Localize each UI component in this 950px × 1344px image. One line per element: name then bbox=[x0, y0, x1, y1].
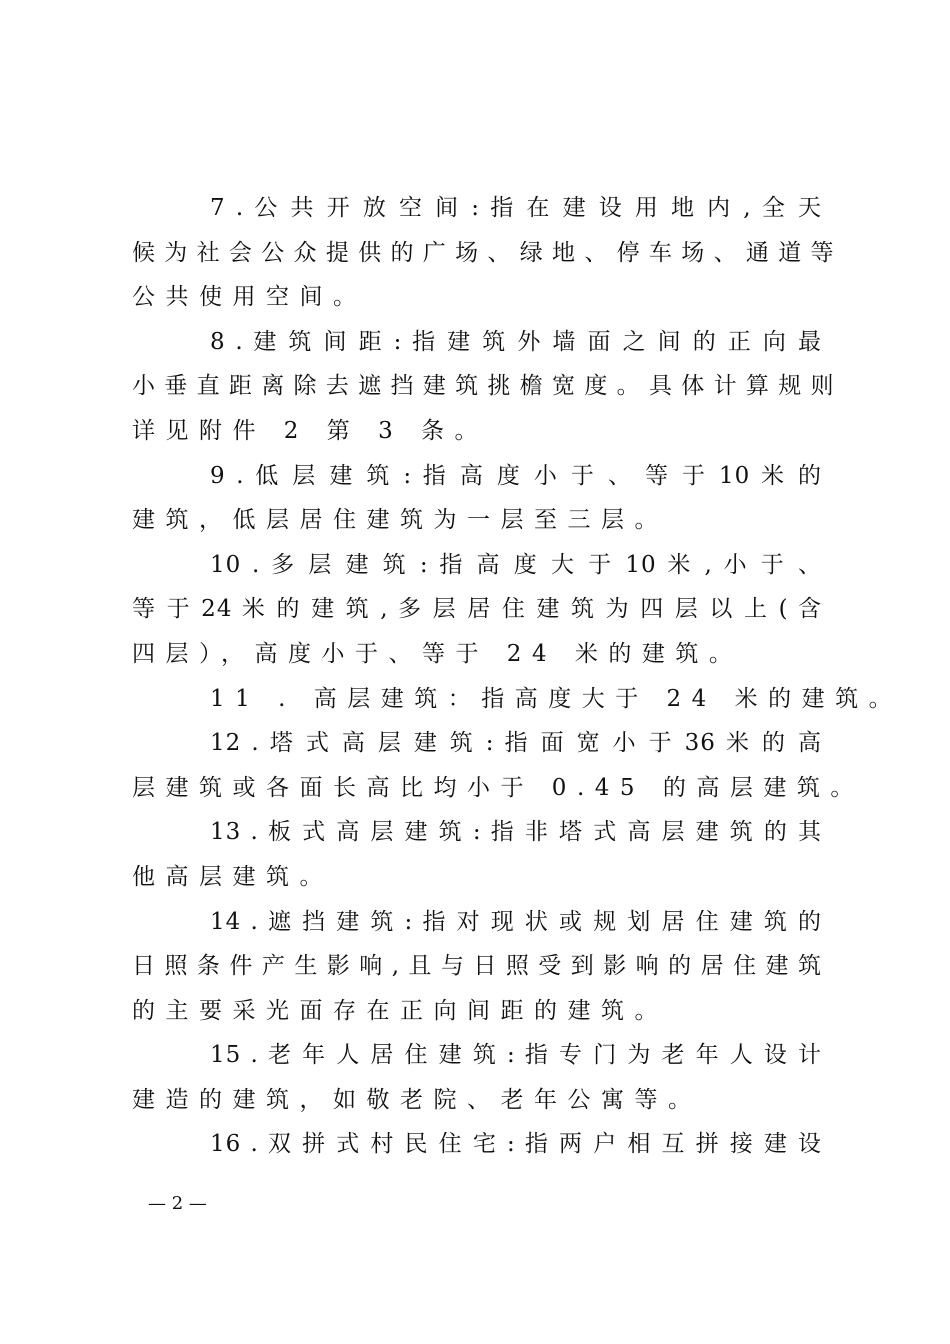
page-number: — 2 — bbox=[148, 1193, 207, 1214]
paragraph-line-9-start: 9 . 低 层 建 筑 : 指 高 度 小 于 、 等 于 10 米 的 bbox=[210, 462, 822, 489]
paragraph-line-12-start: 12 . 塔 式 高 层 建 筑 : 指 面 宽 小 于 36 米 的 高 bbox=[210, 730, 822, 757]
paragraph-line-14-start: 14 . 遮 挡 建 筑 : 指 对 现 状 或 规 划 居 住 建 筑 的 bbox=[210, 908, 822, 935]
paragraph-line-10-middle: 等 于 24 米 的 建 筑 , 多 层 居 住 建 筑 为 四 层 以 上 ( 含 bbox=[132, 596, 822, 623]
paragraph-line-10-start: 10 . 多 层 建 筑 : 指 高 度 大 于 10 米 , 小 于 、 bbox=[210, 551, 822, 578]
paragraph-line-12-end: 层建筑或各面长高比均小于 0.45 的高层建筑。 bbox=[132, 774, 864, 801]
document-text-block bbox=[132, 186, 903, 1167]
paragraph-line-15-end: 建造的建筑，如敬老院、老年公寓等。 bbox=[132, 1086, 702, 1113]
paragraph-line-7-end: 公共使用空间。 bbox=[132, 284, 367, 311]
paragraph-line-11: 11 . 高层建筑：指高度大于 24 米的建筑。 bbox=[210, 685, 903, 712]
paragraph-line-16-start: 16 . 双 拼 式 村 民 住 宅 : 指 两 户 相 互 拼 接 建 设 bbox=[210, 1131, 822, 1158]
paragraph-line-7-middle: 候 为 社 会 公 众 提 供 的 广 场 、 绿 地 、 停 车 场 、 通 道 等 bbox=[132, 239, 835, 266]
paragraph-line-15-start: 15 . 老 年 人 居 住 建 筑 : 指 专 门 为 老 年 人 设 计 bbox=[210, 1042, 822, 1069]
paragraph-line-8-start: 8 . 建 筑 间 距 : 指 建 筑 外 墙 面 之 间 的 正 向 最 bbox=[210, 328, 822, 355]
paragraph-line-10-end: 四层），高度小于、等于 24 米的建筑。 bbox=[132, 640, 743, 667]
paragraph-line-13-end: 他高层建筑。 bbox=[132, 863, 333, 890]
paragraph-line-8-middle: 小 垂 直 距 离 除 去 遮 挡 建 筑 挑 檐 宽 度 。 具 体 计 算 规 则 bbox=[132, 373, 835, 400]
paragraph-line-14-end: 的主要采光面存在正向间距的建筑。 bbox=[132, 997, 668, 1024]
paragraph-line-13-start: 13 . 板 式 高 层 建 筑 : 指 非 塔 式 高 层 建 筑 的 其 bbox=[210, 819, 822, 846]
paragraph-line-7-start: 7 . 公 共 开 放 空 间 : 指 在 建 设 用 地 内 , 全 天 bbox=[210, 195, 822, 221]
paragraph-line-8-end: 详见附件 2 第 3 条。 bbox=[132, 417, 489, 444]
paragraph-line-9-end: 建筑，低层居住建筑为一层至三层。 bbox=[132, 507, 668, 534]
paragraph-line-14-middle: 日 照 条 件 产 生 影 响 , 且 与 日 照 受 到 影 响 的 居 住 建 筑 bbox=[132, 953, 822, 980]
